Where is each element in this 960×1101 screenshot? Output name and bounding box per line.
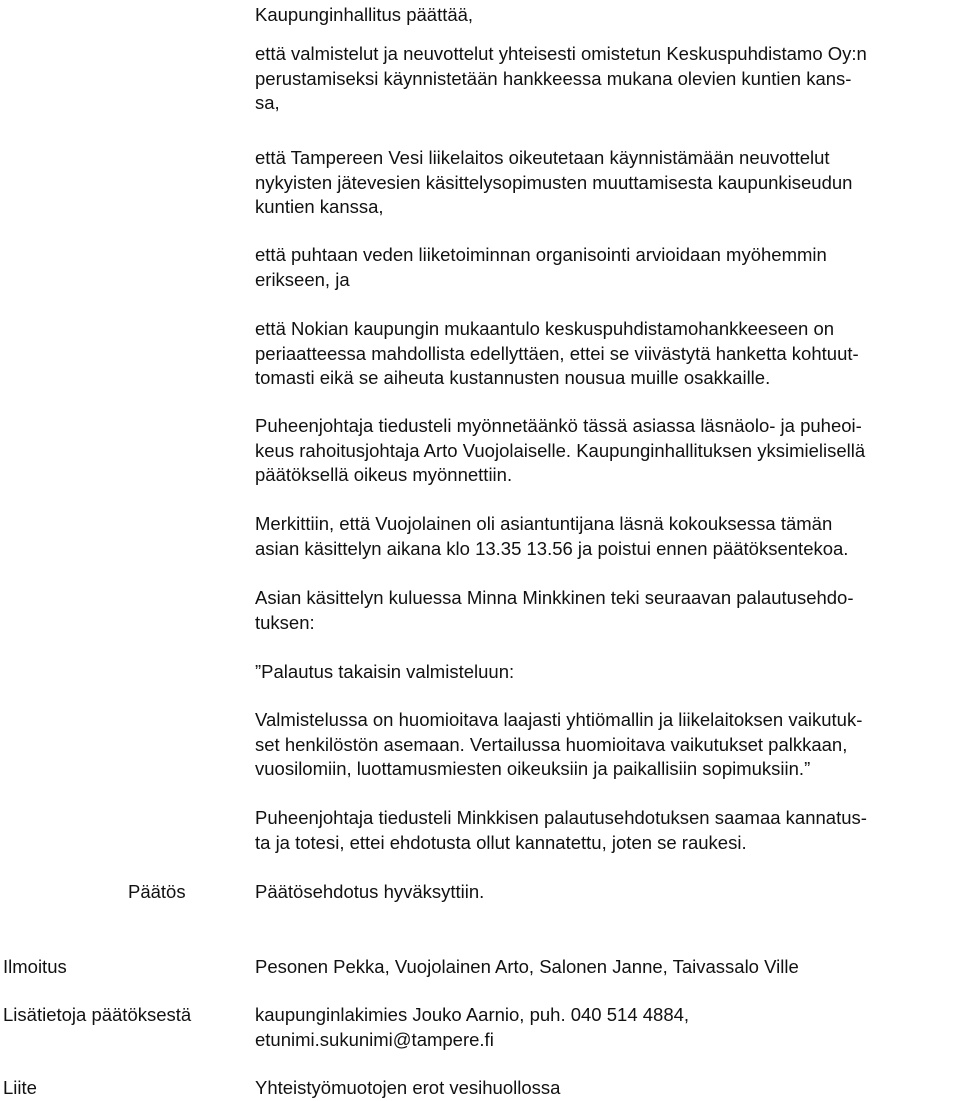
text-line: Puheenjohtaja tiedusteli Minkkisen palautusehdotuksen saamaa kannatus- — [255, 807, 867, 828]
decision-paragraph — [255, 42, 960, 116]
text-line: perustamiseksi käynnistetään hankkeessa mukana olevien kuntien kans- — [255, 67, 852, 89]
text-line: sa, — [255, 92, 280, 113]
text-line: ta ja totesi, ettei ehdotusta ollut kannatettu, joten se raukesi. — [255, 831, 747, 853]
text-line: keus rahoitusjohtaja Arto Vuojolaiselle. Kaupunginhallituksen yksimielisellä — [255, 439, 866, 461]
decision-label: Päätös — [128, 881, 186, 902]
text-line: Merkittiin, että Vuojolainen oli asiantuntijana läsnä kokouksessa tämän — [255, 513, 833, 534]
more-info-text — [255, 1003, 689, 1052]
text-line: ”Palautus takaisin valmisteluun: — [255, 661, 515, 682]
minutes-paragraph — [255, 806, 960, 855]
text-line: että Nokian kaupungin mukaantulo keskuspuhdistamohankkeeseen on — [255, 318, 835, 339]
contact-email: etunimi.sukunimi@tampere.fi — [255, 1028, 494, 1050]
attachment-label: Liite — [3, 1077, 37, 1098]
contact-line: kaupunginlakimies Jouko Aarnio, puh. 040 514 4884, — [255, 1004, 690, 1025]
text-line: erikseen, ja — [255, 268, 350, 290]
text-line: periaatteessa mahdollista edellyttäen, ettei se viivästytä hanketta kohtuut- — [255, 342, 859, 364]
text-line: Asian käsittelyn kuluessa Minna Minkkinen teki seuraavan palautusehdo- — [255, 587, 854, 608]
notice-text: Pesonen Pekka, Vuojolainen Arto, Salonen Janne, Taivassalo Ville — [255, 956, 799, 977]
quoted-proposal-heading — [255, 660, 960, 685]
text-line: vuosilomiin, luottamusmiesten oikeuksiin ja paikallisiin sopimuksiin.” — [255, 758, 811, 779]
decision-paragraph — [255, 317, 960, 391]
notice-label: Ilmoitus — [3, 956, 67, 977]
text-line: tuksen: — [255, 611, 315, 633]
text-line: asian käsittelyn aikana klo 13.35 13.56 ja poistui ennen päätöksentekoa. — [255, 537, 849, 559]
decision-paragraph — [255, 146, 960, 220]
text-line: nykyisten jätevesien käsittelysopimusten muuttamisesta kaupunkiseudun — [255, 171, 853, 193]
intro-heading: Kaupunginhallitus päättää, — [255, 4, 474, 25]
decision-text: Päätösehdotus hyväksyttiin. — [255, 881, 485, 902]
text-line: tomasti eikä se aiheuta kustannusten nousua muille osakkaille. — [255, 367, 771, 388]
text-line: Puheenjohtaja tiedusteli myönnetäänkö tässä asiassa läsnäolo- ja puheoi- — [255, 415, 862, 436]
text-line: että valmistelut ja neuvottelut yhteisesti omistetun Keskuspuhdistamo Oy:n — [255, 43, 867, 64]
text-line: set henkilöstön asemaan. Vertailussa huomioitava vaikutukset palkkaan, — [255, 733, 848, 755]
decision-paragraph — [255, 243, 960, 292]
more-info-label: Lisätietoja päätöksestä — [3, 1004, 192, 1025]
quoted-proposal-body — [255, 708, 960, 782]
minutes-paragraph — [255, 414, 960, 488]
text-line: päätöksellä oikeus myönnettiin. — [255, 464, 513, 485]
text-line: Valmistelussa on huomioitava laajasti yhtiömallin ja liikelaitoksen vaikutuk- — [255, 709, 863, 730]
minutes-paragraph — [255, 512, 960, 561]
text-line: kuntien kanssa, — [255, 196, 384, 217]
minutes-paragraph — [255, 586, 960, 635]
attachment-link[interactable]: Yhteistyömuotojen erot vesihuollossa — [255, 1077, 561, 1098]
text-line: että Tampereen Vesi liikelaitos oikeutetaan käynnistämään neuvottelut — [255, 147, 830, 168]
text-line: että puhtaan veden liiketoiminnan organisointi arvioidaan myöhemmin — [255, 244, 827, 265]
